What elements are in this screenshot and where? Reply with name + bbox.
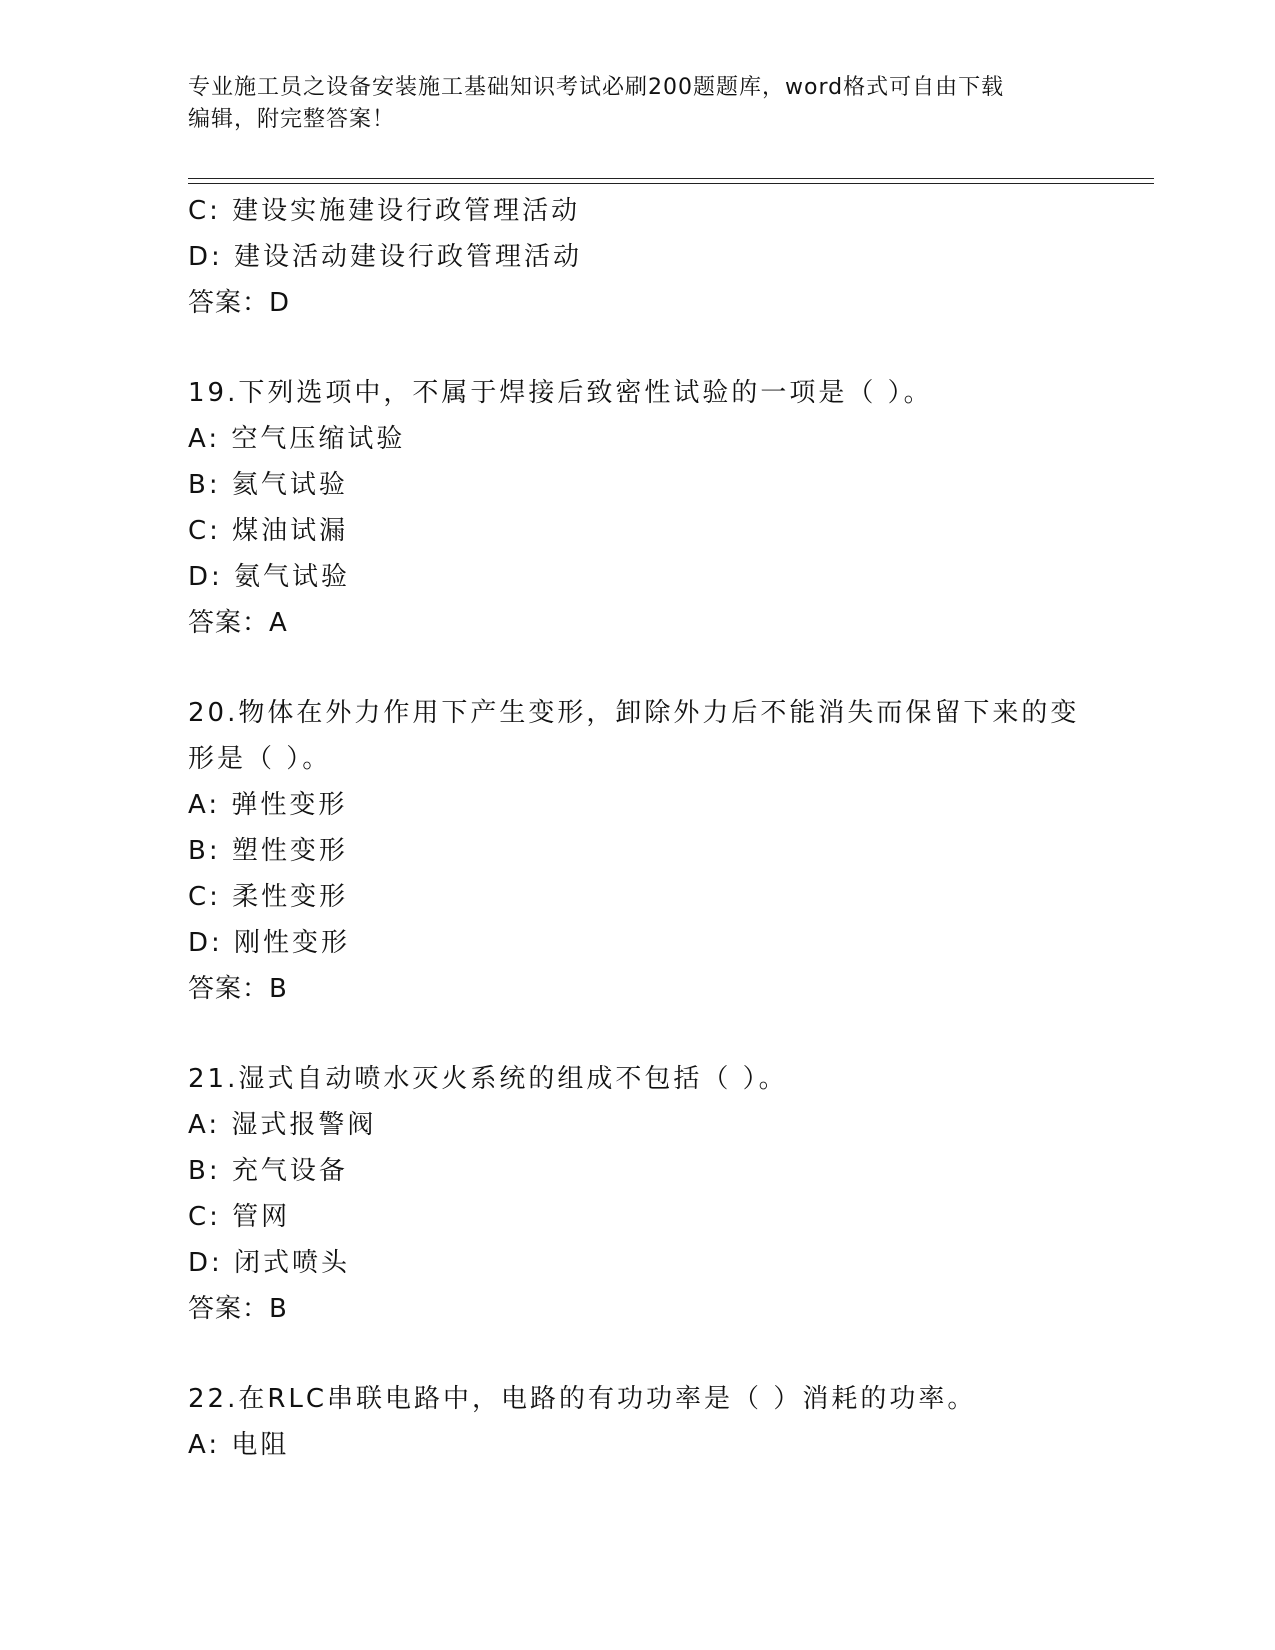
spacer [188, 1012, 1088, 1056]
option-d: D: 刚性变形 [188, 928, 351, 958]
option-a: A: 空气压缩试验 [188, 424, 406, 454]
option-a: A: 弹性变形 [188, 790, 348, 820]
option-c: C: 柔性变形 [188, 882, 349, 912]
document-header [188, 72, 1088, 136]
option-d: D: 闭式喷头 [188, 1248, 351, 1278]
option-b: B: 塑性变形 [188, 836, 348, 866]
header-divider-bottom [188, 183, 1154, 184]
option-b: B: 氦气试验 [188, 470, 348, 500]
option-c: C: 管网 [188, 1202, 291, 1232]
question-block-21 [188, 1056, 1088, 1332]
question-stem: 20.物体在外力作用下产生变形，卸除外力后不能消失而保留下来的变 [188, 698, 1080, 728]
header-divider-top [188, 178, 1154, 179]
header-title-line-2: 编辑，附完整答案！ [188, 107, 396, 132]
question-block-18 [188, 188, 1088, 326]
question-block-22 [188, 1376, 1088, 1468]
spacer [188, 646, 1088, 690]
answer-line: 答案：D [188, 288, 291, 318]
question-block-20 [188, 690, 1088, 1012]
option-d: D: 氨气试验 [188, 562, 351, 592]
question-stem-continued: 形是（ ）。 [188, 744, 332, 774]
answer-line: 答案：A [188, 608, 288, 638]
option-c: C: 建设实施建设行政管理活动 [188, 196, 581, 226]
option-b: B: 充气设备 [188, 1156, 348, 1186]
answer-line: 答案：B [188, 1294, 288, 1324]
option-d: D: 建设活动建设行政管理活动 [188, 242, 583, 272]
question-stem: 22.在RLC串联电路中，电路的有功功率是（ ）消耗的功率。 [188, 1384, 977, 1414]
question-stem: 19.下列选项中，不属于焊接后致密性试验的一项是（ ）。 [188, 378, 933, 408]
spacer [188, 326, 1088, 370]
question-stem: 21.湿式自动喷水灭火系统的组成不包括（ ）。 [188, 1064, 788, 1094]
header-title-line-1: 专业施工员之设备安装施工基础知识考试必刷200题题库，word格式可自由下载 [188, 75, 1005, 100]
answer-line: 答案：B [188, 974, 288, 1004]
option-a: A: 湿式报警阀 [188, 1110, 377, 1140]
spacer [188, 1332, 1088, 1376]
question-block-19 [188, 370, 1088, 646]
question-list [188, 188, 1088, 1468]
option-a: A: 电阻 [188, 1430, 290, 1460]
option-c: C: 煤油试漏 [188, 516, 349, 546]
